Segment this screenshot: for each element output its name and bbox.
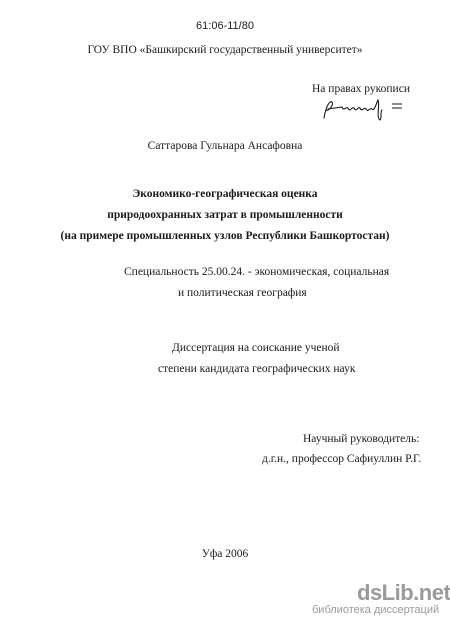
handwritten-signature bbox=[318, 96, 406, 124]
dissertation-degree-line: Диссертация на соискание ученой bbox=[172, 342, 340, 354]
manuscript-rights-note: На правах рукописи bbox=[312, 83, 410, 95]
place-and-year: Уфа 2006 bbox=[201, 548, 249, 560]
title-line: (на примере промышленных узлов Республики Башкортостан) bbox=[60, 230, 390, 242]
title-line: Экономико-географическая оценка bbox=[132, 188, 318, 200]
supervisor-label: Научный руководитель: bbox=[303, 433, 420, 445]
catalog-stamp: 61:06-11/80 bbox=[196, 20, 254, 32]
organization-name: ГОУ ВПО «Башкирский государственный университет» bbox=[87, 44, 363, 56]
dslib-watermark-logo: dsLib.net bbox=[357, 580, 450, 605]
dissertation-degree-line: степени кандидата географических наук bbox=[158, 363, 356, 375]
dslib-watermark-subtitle: библиотека диссертаций bbox=[312, 604, 440, 616]
title-line: природоохранных затрат в промышленности bbox=[107, 209, 343, 221]
author-name: Саттарова Гульнара Ансафовна bbox=[147, 140, 303, 152]
specialty-line: и политическая география bbox=[178, 287, 307, 299]
supervisor-name: д.г.н., профессор Сафиуллин Р.Г. bbox=[262, 453, 422, 465]
specialty-line: Специальность 25.00.24. - экономическая, социальная bbox=[124, 266, 390, 278]
